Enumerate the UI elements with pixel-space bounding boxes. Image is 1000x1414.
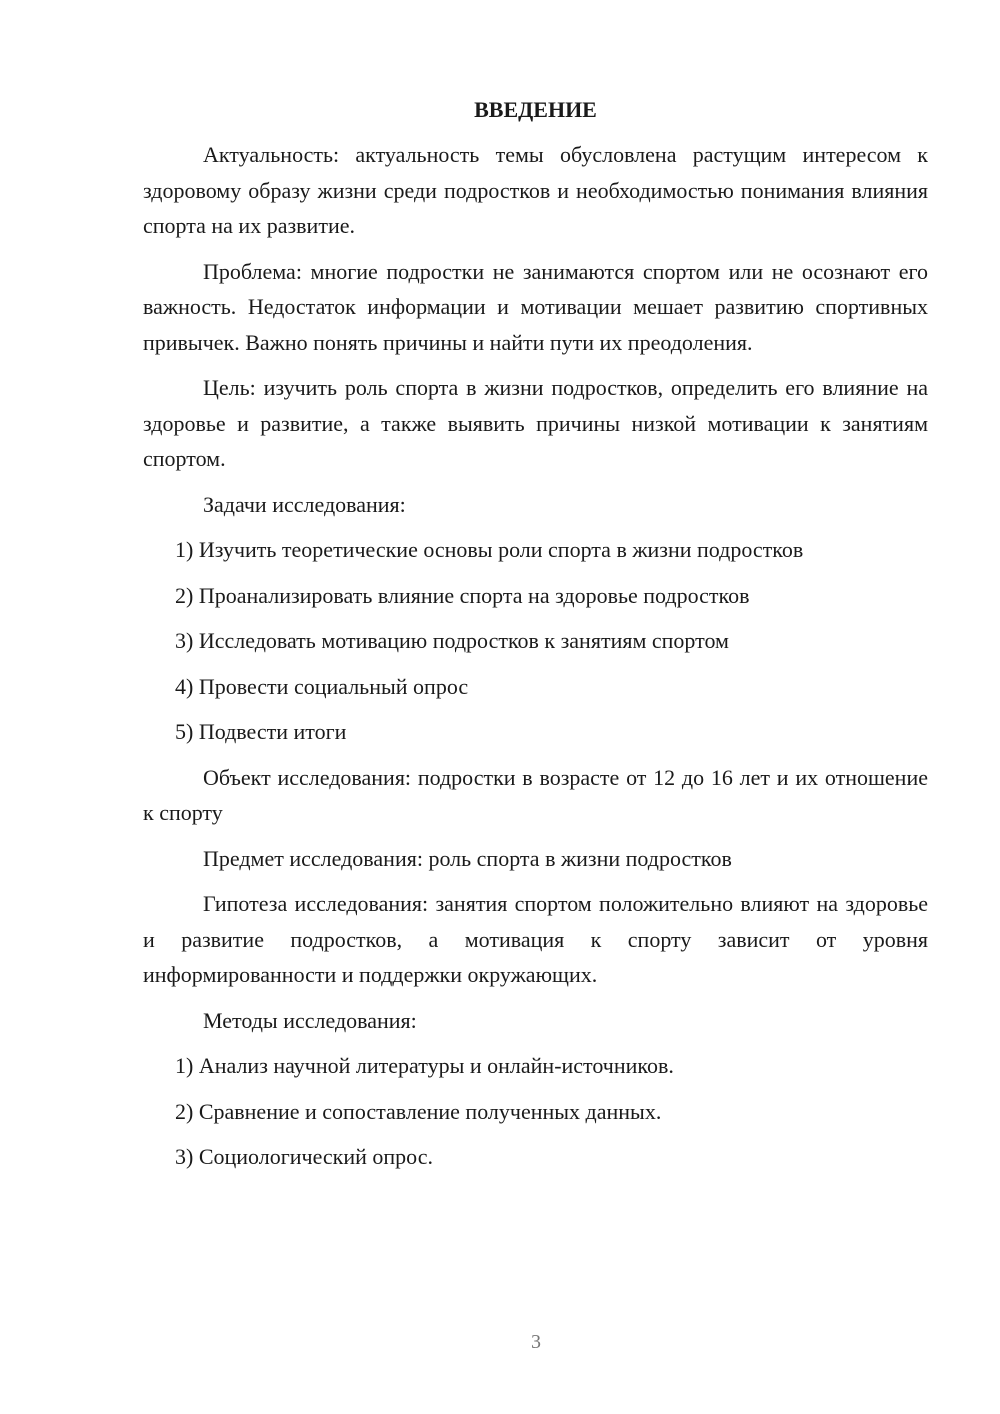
- paragraph-object: Объект исследования: подростки в возрасте от 12 до 16 лет и их отношение к спорту: [143, 764, 928, 825]
- task-item: 1) Изучить теоретические основы роли спорта в жизни подростков: [175, 537, 804, 562]
- method-item: 3) Социологический опрос.: [175, 1144, 433, 1169]
- task-item: 4) Провести социальный опрос: [175, 673, 469, 699]
- task-item: 5) Подвести итоги: [175, 719, 347, 744]
- methods-heading: Методы исследования:: [203, 1007, 417, 1033]
- section-heading: ВВЕДЕНИЕ: [474, 97, 597, 122]
- tasks-list: [143, 532, 928, 750]
- method-item: 2) Сравнение и сопоставление полученных данных.: [175, 1098, 662, 1124]
- paragraph-goal: Цель: изучить роль спорта в жизни подростков, определить его влияние на здоровье и развитие, а также выявить причины низкой мотивации к занятиям спортом.: [143, 375, 928, 471]
- document-page: [143, 95, 928, 1185]
- paragraph-relevance: Актуальность: актуальность темы обусловлена растущим интересом к здоровому образу жизни среди подростков и необходимостью понимания влияния спорта на их развитие.: [143, 142, 928, 238]
- method-item: 1) Анализ научной литературы и онлайн-источников.: [175, 1053, 674, 1078]
- paragraph-subject: Предмет исследования: роль спорта в жизни подростков: [203, 845, 732, 871]
- paragraph-problem: Проблема: многие подростки не занимаются спортом или не осознают его важность. Недостаток информации и мотивации мешает развитию спортивных привычек. Важно понять причины и найти пути их преодоления.: [143, 258, 928, 355]
- tasks-heading: Задачи исследования:: [203, 491, 406, 517]
- methods-list: [143, 1048, 928, 1175]
- task-item: 2) Проанализировать влияние спорта на здоровье подростков: [175, 582, 750, 608]
- page-number: 3: [531, 1331, 541, 1353]
- task-item: 3) Исследовать мотивацию подростков к занятиям спортом: [175, 628, 729, 653]
- paragraph-hypothesis: Гипотеза исследования: занятия спортом положительно влияют на здоровье и развитие подростков, а мотивация к спорту зависит от уровня информированности и поддержки окружающих.: [143, 891, 928, 987]
